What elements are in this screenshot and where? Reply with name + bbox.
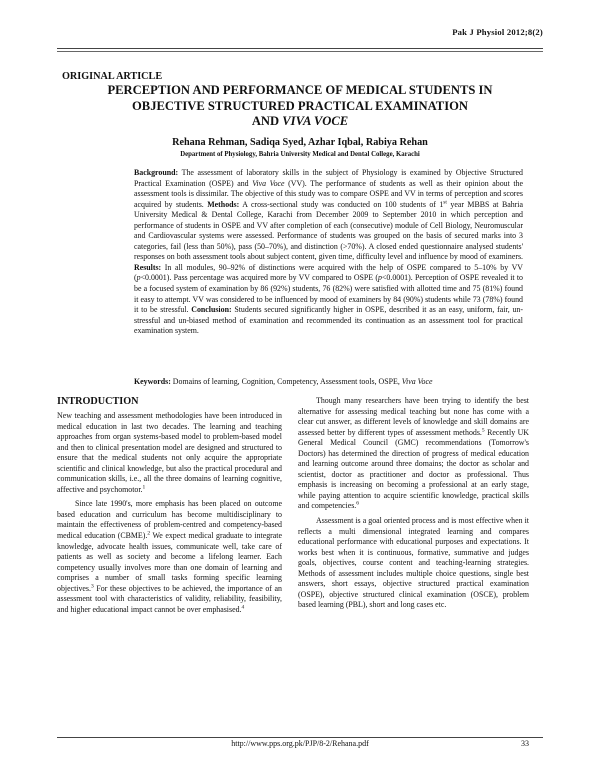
abstract: [134, 168, 523, 337]
right-p1-text-b: Recently UK General Medical Council (GMC) recommendations (Tomorrow's Doctors) has determined the direction of progress of medical education and learning outcome around three domains; the doctor as scholar and scientist, doctor as practitioner and doctor as professional. Thus emphasis is increasing on becoming a professional at an early stage, while paying attention to acquire scientific knowledge, practical skills and competencies.: [298, 427, 529, 511]
results-label: Results:: [134, 262, 162, 272]
right-paragraph-2: Assessment is a goal oriented process and is most effective when it reflects a multi dimensional integrated learning and compares educational performance with educational purposes and expectations. It works best when it is continuous, formative, summative and judges goals, objectives, course content and teaching-learning strategies. Methods of assessment includes multiple choice questions, single best answers, short essays, objective structured practical examination (OSPE), objective structured clinical examination (OSCE), problem based learning (PBL), short and long cases etc.: [298, 516, 529, 610]
left-p2-text-b: We expect medical graduate to integrate knowledge, advocate health issues, communicate well, take care of patients as well as society and become a lifelong learner. Each competency usually involves more than one domain of learning and comprises a number of small tasks forming specific learning objectives.: [57, 531, 282, 593]
article-title: [57, 83, 543, 130]
keywords-label: Keywords:: [134, 377, 171, 386]
left-p1-text: New teaching and assessment methodologies have been introduced in medical education in last two decades. The learning and teaching approaches from organ systems-based model to problem-based model and then to clinical presentation model are designed and structured to ensure that the medical students not only acquire the appropriate scientific and clinical knowledge, but also the practical procedural and communication skills, i.e., all the three domains of learning cognitive, affective and psychomotor.: [57, 411, 282, 494]
left-column: [57, 396, 282, 615]
methods-sup: st: [443, 199, 447, 206]
title-line-1: PERCEPTION AND PERFORMANCE OF MEDICAL STUDENTS IN: [107, 83, 493, 97]
article-type: ORIGINAL ARTICLE: [62, 71, 163, 82]
authors: Rehana Rehman, Sadiqa Syed, Azhar Iqbal, Rabiya Rehan: [172, 137, 428, 148]
background-text-2: (VV). The performance of students as well as their opinion about the assessment tools is dissimilar. The objective of this study was to compare OSPE and VV in terms of perception and scores acquired by students.: [134, 178, 524, 209]
background-italic: Viva Voce: [252, 178, 285, 188]
results-p-1: p: [136, 273, 141, 283]
right-column: [298, 396, 529, 611]
journal-citation: Pak J Physiol 2012;8(2): [452, 27, 543, 37]
left-p2-ref-2: 3: [90, 583, 94, 590]
left-p2-ref-1: 2: [147, 530, 151, 537]
right-p1-ref-2: 6: [356, 500, 360, 507]
title-and: AND: [251, 114, 280, 129]
conclusion-text: Students secured significantly higher in OSPE, described it as an easy, uniform, fair, un-stressful and un-biased method of examination and recommended its continuation as an assessment tool for practical examination system.: [134, 305, 523, 336]
left-p2-text-c: For these objectives to be achieved, the importance of an assessment tool with characteristics of validity, reliability, feasibility, and higher educational impact cannot be over emphasised.: [57, 583, 282, 614]
left-p1-ref: 1: [142, 484, 146, 491]
methods-label: Methods:: [207, 199, 240, 209]
title-viva-voce: VIVA VOCE: [282, 114, 349, 129]
title-line-3: [57, 114, 543, 130]
background-text-1: The assessment of laboratory skills in the subject of Physiology is examined by Objective Structured Practical Examination (OSPE) and: [134, 168, 523, 188]
left-paragraph-1: [57, 411, 282, 495]
keywords-italic: Viva Voce: [401, 377, 433, 386]
affiliation: Department of Physiology, Bahria University Medical and Dental College, Karachi: [180, 151, 420, 158]
keywords: [134, 377, 523, 388]
right-p1-ref-1: 5: [481, 427, 485, 434]
conclusion-label: Conclusion:: [191, 305, 232, 315]
methods-text-1: A cross-sectional study was conducted on 100 students of 1: [239, 199, 444, 209]
header-rule-thin: [57, 51, 543, 52]
right-paragraph-1: [298, 396, 529, 512]
page-number: 33: [521, 739, 529, 748]
right-p1-text-a: Though many researchers have been trying to identify the best alternative for assessing medical teaching but none has come with a clear cut answer, as different levels of knowledge and skill domains are assessed better by different types of assessment methods.: [298, 396, 529, 437]
background-label: Background:: [134, 168, 179, 177]
title-line-2: OBJECTIVE STRUCTURED PRACTICAL EXAMINATION: [132, 98, 468, 113]
results-text-2: <0.0001). Pass percentage was acquired more by VV compared to OSPE (: [140, 273, 378, 283]
left-p2-text-a: Since late 1990's, more emphasis has been placed on outcome based education and curriculum has become multidisciplinary to maintain the effectiveness of problem-centred and competency-based medical education (CBME).: [57, 499, 282, 541]
footer-url: http://www.pps.org.pk/PJP/8-2/Rehana.pdf: [231, 739, 369, 748]
left-p2-ref-3: 4: [241, 604, 245, 611]
introduction-heading: INTRODUCTION: [57, 396, 139, 407]
results-text-3: <0.0001). Perception of OSPE revealed it to be a focused system of examination by 86 (92%) students, 76 (82%) were satisfied with allotted time and 75 (81%) found it easy to attempt. VV was considered to be influenced by mood of examiners by 84 (90%) students while 73 (78%) found it to be stressful.: [134, 273, 523, 315]
footer-rule: [57, 737, 543, 738]
keywords-text: Domains of learning, Cognition, Competency, Assessment tools, OSPE,: [170, 377, 402, 386]
methods-text-2: year MBBS at Bahria University Medical & Dental College, Karachi from December 2009 to September 2010 in which perception and performance of students in OSPE and VV after completion of each (consecutive) module of Cell Biology, Neuromuscular and Cardiovascular systems were assessed. Performance of students was grouped on the basis of secured marks into 3 categories, fail (less than 50%), pass (50–70%), and distinction (>70%). A closed ended questionnaire analysed students' responses on both assessment tools about subject content, given time, difficulty level and influence by mood of examiners.: [134, 199, 523, 262]
results-text-1: In all modules, 90–92% of distinctions were acquired with the help of OSPE compared to 5–10% by VV (: [134, 262, 523, 283]
results-p-2: p: [378, 273, 382, 283]
left-paragraph-2: [57, 499, 282, 615]
header-rule: [57, 48, 543, 49]
